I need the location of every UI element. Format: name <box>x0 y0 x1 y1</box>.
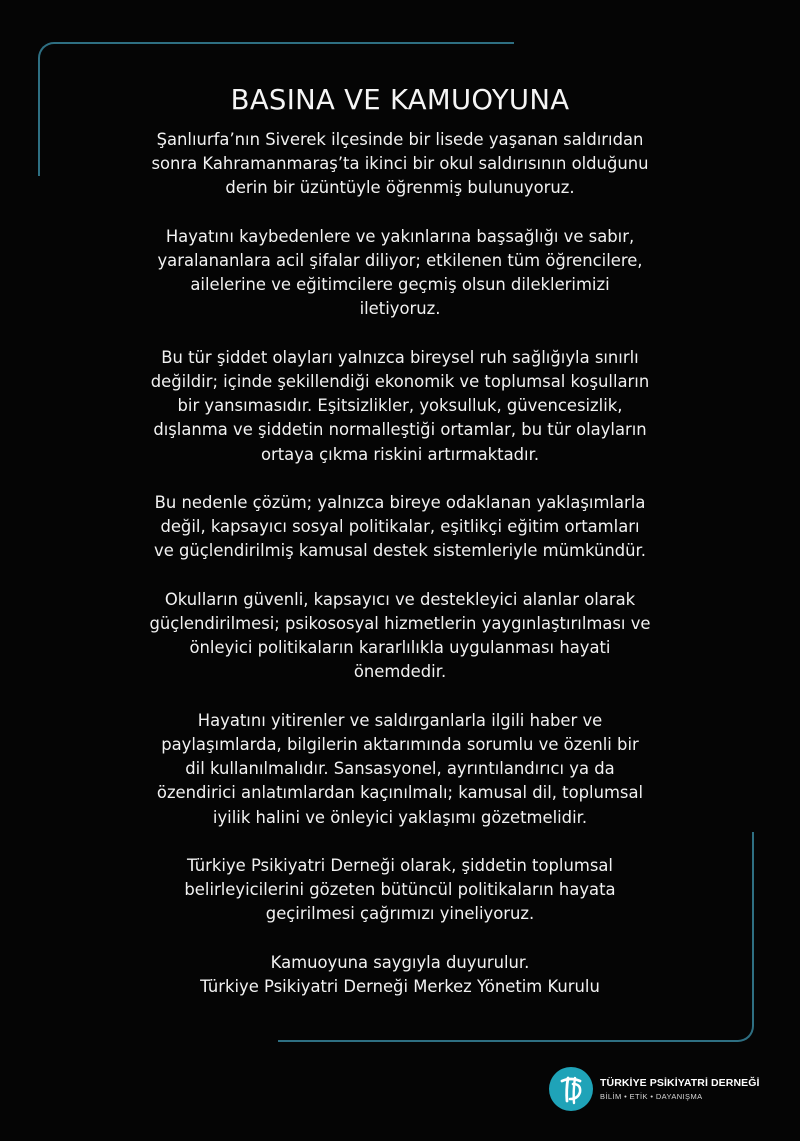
logo-text <box>600 1077 760 1101</box>
text-line: önemdedir. <box>353 662 447 682</box>
paragraph <box>90 854 710 927</box>
text-line: önleyici politikaların kararlılıkla uygulanması hayati <box>189 638 611 658</box>
text-line: ailelerine ve eğitimcilere geçmiş olsun dileklerimizi <box>190 275 610 295</box>
text-line: dil kullanılmalıdır. Sansasyonel, ayrıntılandırıcı ya da <box>185 759 615 779</box>
text-line: Bu tür şiddet olayları yalnızca bireysel ruh sağlığıyla sınırlı <box>161 347 639 367</box>
text-line: Hayatını kaybedenlere ve yakınlarına başsağlığı ve sabır, <box>165 226 635 246</box>
text-line: bir yansımasıdır. Eşitsizlikler, yoksulluk, güvencesizlik, <box>177 396 623 416</box>
text-line: Bu nedenle çözüm; yalnızca bireye odaklanan yaklaşımlarla <box>154 493 646 512</box>
text-line: iletiyoruz. <box>359 299 441 319</box>
text-line: ve güçlendirilmiş kamusal destek sistemleriyle mümkündür. <box>154 541 646 561</box>
text-line: güçlendirilmesi; psikososyal hizmetlerin yaygınlaştırılması ve <box>149 614 651 633</box>
text-line: belirleyicilerini gözeten bütüncül politikaların hayata <box>184 880 616 900</box>
document-title: BASINA VE KAMUOYUNA <box>230 84 570 116</box>
text-line: Okulların güvenli, kapsayıcı ve destekleyici alanlar olarak <box>164 589 636 609</box>
paragraph <box>90 225 710 322</box>
organization-slogan: BİLİM • ETİK • DAYANIŞMA <box>600 1092 703 1101</box>
text-line: iyilik halini ve önleyici yaklaşımı gözetmelidir. <box>212 807 588 827</box>
paragraph <box>90 128 710 201</box>
text-line: Şanlıurfa’nın Siverek ilçesinde bir lisede yaşanan saldırıdan <box>156 130 644 149</box>
text-line: dışlanma ve şiddetin normalleştiği ortamlar, bu tür olayların <box>153 420 647 440</box>
organization-name: TÜRKİYE PSİKİYATRİ DERNEĞİ <box>600 1077 760 1089</box>
text-line: Hayatını yitirenler ve saldırganlarla ilgili haber ve <box>197 710 603 730</box>
text-line: ortaya çıkma riskini artırmaktadır. <box>260 444 540 464</box>
text-line: derin bir üzüntüyle öğrenmiş bulunuyoruz. <box>225 178 575 198</box>
text-line: yaralananlara acil şifalar diliyor; etkilenen tüm öğrencilere, <box>157 251 643 270</box>
text-line: paylaşımlarda, bilgilerin aktarımında sorumlu ve özenli bir <box>161 735 639 754</box>
paragraph <box>90 491 710 564</box>
text-line: değil, kapsayıcı sosyal politikalar, eşitlikçi eğitim ortamları <box>160 517 640 537</box>
text-line: değildir; içinde şekillendiği ekonomik ve toplumsal koşulların <box>150 372 650 391</box>
paragraph <box>90 346 710 467</box>
tpd-emblem-icon <box>548 1066 594 1112</box>
closing-signature <box>90 951 710 999</box>
signatory-line: Türkiye Psikiyatri Derneği Merkez Yönetim Kurulu <box>200 977 600 996</box>
text-line: geçirilmesi çağrımızı yineliyoruz. <box>265 904 535 924</box>
text-line: özendirici anlatımlardan kaçınılmalı; kamusal dil, toplumsal <box>156 783 644 803</box>
paragraph <box>90 588 710 685</box>
paragraph <box>90 709 710 830</box>
text-line: sonra Kahramanmaraş’ta ikinci bir okul saldırısının olduğunu <box>151 154 649 174</box>
closing-line: Kamuoyuna saygıyla duyurulur. <box>270 952 530 972</box>
organization-logo <box>548 1066 760 1112</box>
text-line: Türkiye Psikiyatri Derneği olarak, şiddetin toplumsal <box>187 856 613 875</box>
statement-body <box>90 128 710 999</box>
